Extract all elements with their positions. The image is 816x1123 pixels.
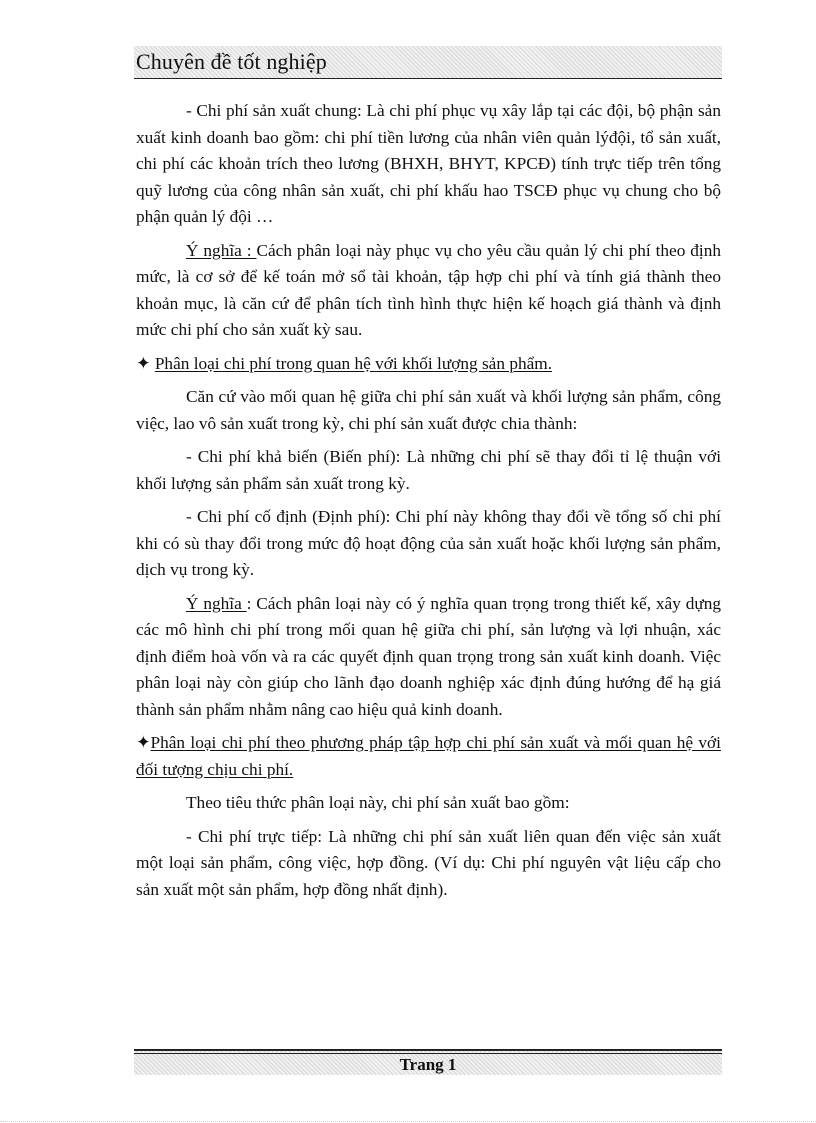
paragraph-fixed-cost: - Chi phí cố định (Định phí): Chi phí này không thay đổi về tổng số chi phí khi có sù thay đổi trong mức độ hoạt động của sản xuất hoặc khối lượng sản phẩm, dịch vụ trong kỳ.	[136, 507, 721, 579]
page-header	[134, 46, 722, 79]
meaning-text-1: Cách phân loại này phục vụ cho yêu cầu quản lý chi phí theo định mức, là cơ sở để kế toán mở sổ tài khoản, tập hợp chi phí và tính giá thành theo khoản mục, là căn cứ để phân tích tình hình thực hiện kế hoạch giá thành và định mức chi phí cho sản xuất kỳ sau.	[136, 240, 721, 339]
meaning-text-2: : Cách phân loại này có ý nghĩa quan trọng trong thiết kế, xây dựng các mô hình chi phí trong mối quan hệ giữa chi phí, sản lượng và lợi nhuận, xác định điểm hoà vốn và ra các quyết định quan trọng trong sản xuất kinh doanh. Việc phân loại này còn giúp cho lãnh đạo doanh nghiệp xác định đúng hướng để hạ giá thành sản phẩm nhằm nâng cao hiệu quả kinh doanh.	[136, 593, 721, 719]
page-number: Trang 1	[399, 1055, 457, 1074]
meaning-label-2: Ý nghĩa	[186, 593, 247, 613]
heading-text-1: Phân loại chi phí trong quan hệ với khối lượng sản phẩm.	[154, 353, 553, 373]
paragraph-direct-cost: - Chi phí trực tiếp: Là những chi phí sản xuất liên quan đến việc sản xuất một loại sản phẩm, công việc, hợp đồng. (Ví dụ: Chi phí nguyên vật liệu cấp cho sản xuất một sản phẩm, hợp đồng nhất định).	[136, 826, 721, 899]
paragraph-meaning-2	[136, 591, 721, 724]
page-body	[136, 98, 721, 910]
paragraph-meaning-1	[136, 238, 721, 344]
header-title: Chuyên đề tốt nghiệp	[136, 49, 327, 74]
page-footer	[134, 1049, 722, 1075]
heading-classification-volume	[136, 351, 721, 378]
paragraph-criteria: Theo tiêu thức phân loại này, chi phí sản xuất bao gồm:	[186, 793, 570, 812]
paragraph-basis: Căn cứ vào mối quan hệ giữa chi phí sản xuất và khối lượng sản phẩm, công việc, lao vô sản xuất trong kỳ, chi phí sản xuất được chia thành:	[136, 387, 721, 433]
four-point-star-icon: ✦	[136, 733, 151, 752]
heading-classification-method	[136, 730, 721, 783]
four-point-star-icon: ✦	[136, 353, 155, 373]
paragraph-variable-cost: - Chi phí khả biến (Biến phí): Là những chi phí sẽ thay đổi tỉ lệ thuận với khối lượng sản phẩm sản xuất trong kỳ.	[136, 447, 721, 493]
footer-divider-thick	[134, 1049, 722, 1051]
footer-divider-thin	[134, 1053, 722, 1054]
meaning-label-1: Ý nghĩa :	[186, 240, 257, 260]
heading-text-2: Phân loại chi phí theo phương pháp tập hợp chi phí sản xuất và mối quan hệ với đối tượng chịu chi phí.	[136, 733, 721, 779]
paragraph-general-production-cost: - Chi phí sản xuất chung: Là chi phí phục vụ xây lắp tại các đội, bộ phận sản xuất kinh doanh bao gồm: chi phí tiền lương của nhân viên quản lýđội, tổ sản xuất, chi phí các khoản trích theo lương (BHXH, BHYT, KPCĐ) tính trực tiếp trên tổng quỹ lương của công nhân sản xuất, chi phí khấu hao TSCĐ phục vụ chung cho bộ phận quản lý đội …	[136, 101, 721, 226]
page-bottom-edge	[0, 1121, 816, 1122]
